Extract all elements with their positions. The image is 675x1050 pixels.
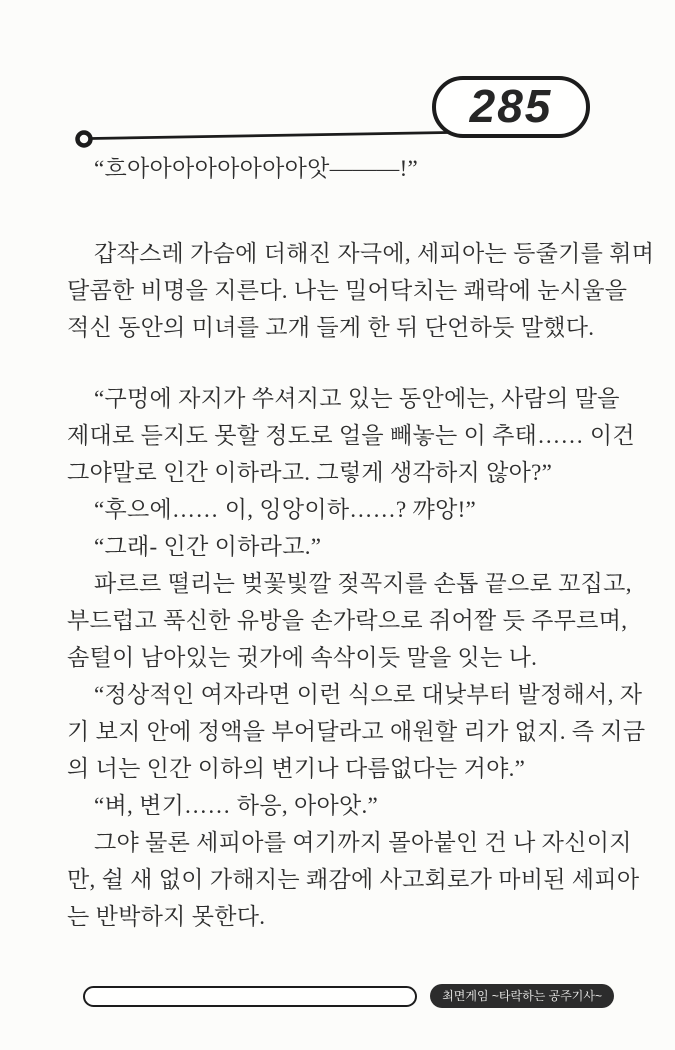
text-line: 부드럽고 푹신한 유방을 손가락으로 쥐어짤 듯 주무르며, [67, 608, 628, 633]
series-title-badge: 최면게임 ~타락하는 공주기사~ [430, 984, 614, 1008]
text-line: “벼, 변기…… 하응, 아아앗.” [94, 793, 379, 818]
text-line: 기 보지 안에 정액을 부어달라고 애원할 리가 없지. 즉 지금 [67, 719, 646, 744]
rule-line [91, 133, 448, 139]
text-line: 그야말로 인간 이하라고. 그렇게 생각하지 않아?” [67, 460, 553, 485]
footer-title-slot [83, 986, 417, 1007]
text-block [67, 150, 655, 935]
text-line: 적신 동안의 미녀를 고개 들게 한 뒤 단언하듯 말했다. [67, 315, 595, 340]
text-line: 파르르 떨리는 벚꽃빛깔 젖꼭지를 손톱 끝으로 꼬집고, [94, 571, 632, 596]
text-line: “그래- 인간 이하라고.” [94, 534, 322, 559]
text-line: 만, 쉴 새 없이 가해지는 쾌감에 사고회로가 마비된 세피아 [67, 867, 640, 892]
text-line: 는 반박하지 못한다. [67, 904, 266, 929]
text-line: 갑작스레 가슴에 더해진 자극에, 세피아는 등줄기를 휘며 [94, 241, 655, 266]
text-line: “후으에…… 이, 잉앙이하……? 꺄앙!” [94, 497, 477, 522]
page-number: 285 [469, 80, 553, 132]
header-rule [74, 126, 454, 148]
rule-ring-terminal [78, 133, 91, 146]
text-line: 달콤한 비명을 지른다. 나는 밀어닥치는 쾌락에 눈시울을 [67, 278, 628, 303]
text-line: 의 너는 인간 이하의 변기나 다름없다는 거야.” [67, 756, 526, 781]
text-line: “정상적인 여자라면 이런 식으로 대낮부터 발정해서, 자 [94, 682, 643, 707]
text-line: 솜털이 남아있는 귓가에 속삭이듯 말을 잇는 나. [67, 645, 538, 670]
text-line: “구멍에 자지가 쑤셔지고 있는 동안에는, 사람의 말을 [94, 386, 620, 411]
text-line: 제대로 듣지도 못할 정도로 얼을 빼놓는 이 추태…… 이건 [67, 423, 635, 448]
page-number-pill [432, 76, 590, 138]
text-line: 그야 물론 세피아를 여기까지 몰아붙인 건 나 자신이지 [94, 830, 632, 855]
text-line: “흐아아아아아아아아앗———!” [94, 156, 419, 181]
